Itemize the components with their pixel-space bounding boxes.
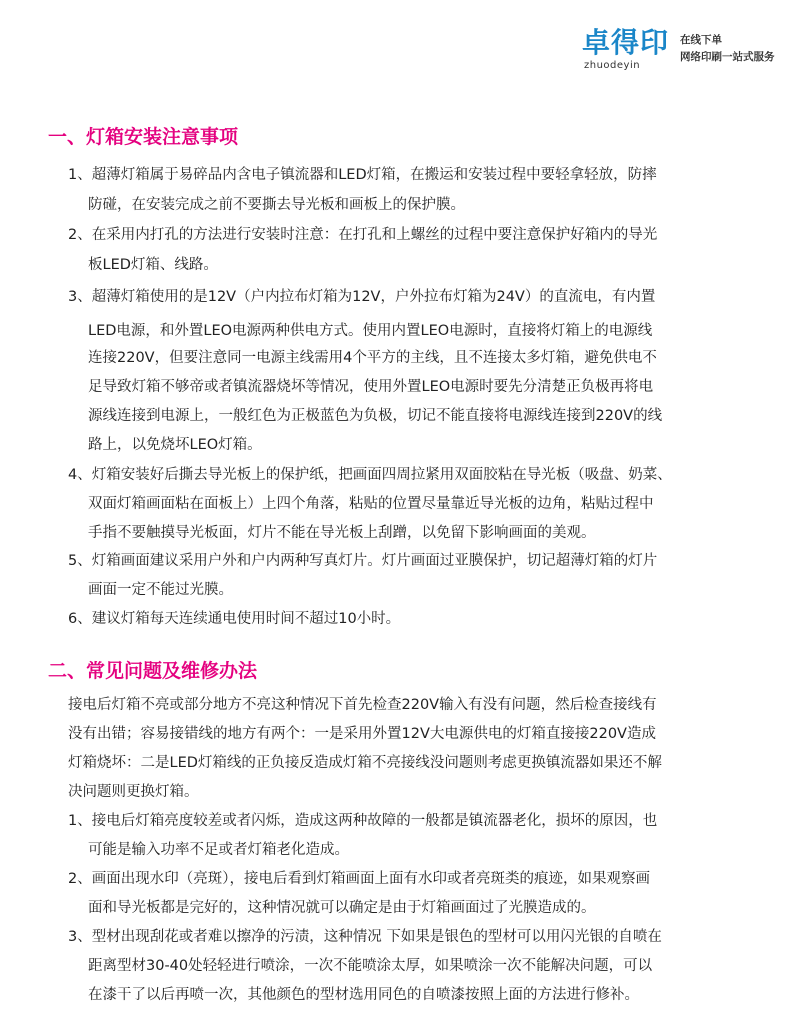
section-2-line: 可能是输入功率不足或者灯箱老化造成。	[88, 842, 349, 858]
section-1-line: 2、在采用内打孔的方法进行安装时注意：在打孔和上螺丝的过程中要注意保护好箱内的导光	[68, 227, 658, 243]
section-1-line: 3、超薄灯箱使用的是12V（户内拉布灯箱为12V，户外拉布灯箱为24V）的直流电，有内置	[68, 289, 656, 305]
section-1-line: 画面一定不能过光膜。	[88, 582, 233, 598]
section-1-line: 连接220V，但要注意同一电源主线需用4个平方的主线，且不连接太多灯箱，避免供电不	[88, 350, 657, 366]
section-2-line: 决问题则更换灯箱。	[68, 784, 199, 800]
section-1-heading: 一、灯箱安装注意事项	[48, 126, 239, 148]
section-1-line: 1、超薄灯箱属于易碎品内含电子镇流器和LED灯箱，在搬运和安装过程中要轻拿轻放，防摔	[68, 167, 657, 183]
section-2-heading: 二、常见问题及维修办法	[48, 660, 258, 682]
section-1-line: 6、建议灯箱每天连续通电使用时间不超过10小时。	[68, 611, 401, 627]
logo-brand: 卓得印	[582, 26, 670, 59]
section-2-line: 在漆干了以后再喷一次，其他颜色的型材选用同色的自喷漆按照上面的方法进行修补。	[88, 987, 639, 1003]
section-2-line: 3、型材出现刮花或者难以擦净的污渍，这种情况 下如果是银色的型材可以用闪光银的自喷在	[68, 929, 662, 945]
section-2-line: 没有出错；容易接错线的地方有两个：一是采用外置12V大电源供电的灯箱直接接220V造成	[68, 726, 656, 742]
section-1-line: 板LED灯箱、线路。	[88, 257, 218, 273]
section-1-line: 足导致灯箱不够帝或者镇流器烧坏等情况，使用外置LEO电源时要先分清楚正负极再将电	[88, 379, 654, 395]
section-1-line: LED电源，和外置LEO电源两种供电方式。使用内置LEO电源时，直接将灯箱上的电源线	[88, 323, 653, 339]
section-1-line: 4、灯箱安装好后撕去导光板上的保护纸，把画面四周拉紧用双面胶粘在导光板（吸盘、奶菜、	[68, 467, 672, 483]
section-2-line: 灯箱烧坏：二是LED灯箱线的正负接反造成灯箱不亮接线没问题则考虑更换镇流器如果还不解	[68, 755, 662, 771]
section-1-line: 5、灯箱画面建议采用户外和户内两种写真灯片。灯片画面过亚膜保护，切记超薄灯箱的灯片	[68, 553, 658, 569]
section-1-line: 路上，以免烧坏LEO灯箱。	[88, 437, 262, 453]
logo	[582, 26, 792, 74]
section-1-line: 源线连接到电源上，一般红色为正极蓝色为负极，切记不能直接将电源线连接到220V的线	[88, 408, 663, 424]
section-2-line: 面和导光板都是完好的，这种情况就可以确定是由于灯箱画面过了光膜造成的。	[88, 900, 596, 916]
section-2-line: 1、接电后灯箱亮度较差或者闪烁，造成这两种故障的一般都是镇流器老化，损坏的原因，也	[68, 813, 658, 829]
logo-romanized: zhuodeyin	[584, 60, 641, 71]
logo-tagline-line-1: 在线下单	[680, 34, 722, 46]
section-1-line: 双面灯箱画面粘在面板上）上四个角落，粘贴的位置尽量靠近导光板的边角，粘贴过程中	[88, 496, 654, 512]
section-1-line: 防碰，在安装完成之前不要撕去导光板和画板上的保护膜。	[88, 197, 465, 213]
section-1-line: 手指不要触摸导光板面，灯片不能在导光板上刮蹭，以免留下影响画面的美观。	[88, 525, 596, 541]
section-2-line: 接电后灯箱不亮或部分地方不亮这种情况下首先检查220V输入有没有问题，然后检查接线有	[68, 697, 657, 713]
section-2-line: 2、画面出现水印（亮斑），接电后看到灯箱画面上面有水印或者亮斑类的痕迹，如果观察画	[68, 871, 650, 887]
section-2-line: 距离型材30-40处轻轻进行喷涂，一次不能喷涂太厚，如果喷涂一次不能解决问题，可以	[88, 958, 653, 974]
logo-tagline	[680, 32, 775, 66]
logo-tagline-line-2: 网络印刷一站式服务	[680, 51, 775, 63]
